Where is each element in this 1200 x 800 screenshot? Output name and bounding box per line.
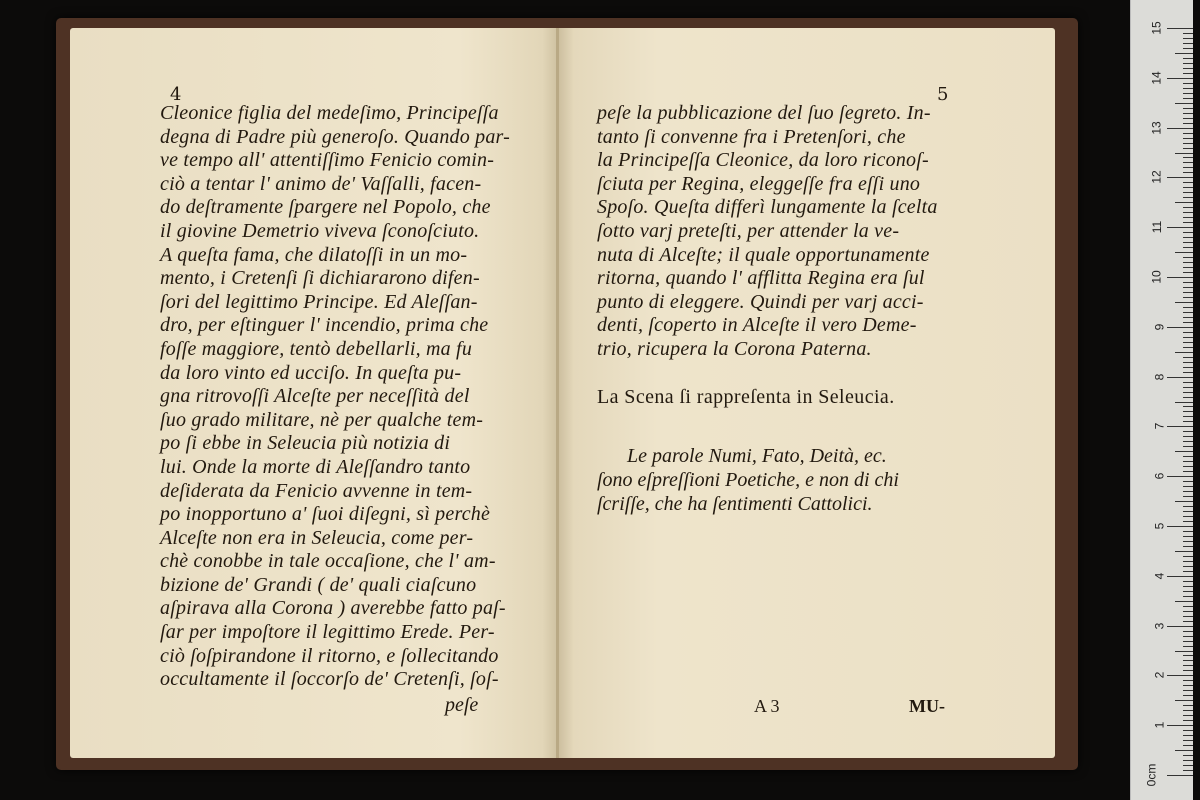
ruler-number: 6 xyxy=(1152,472,1167,480)
ruler-tick xyxy=(1183,431,1193,432)
text-line: bizione de' Grandi ( de' quali ciaſcuno xyxy=(160,573,477,596)
ruler-number: 9 xyxy=(1152,323,1167,331)
ruler-tick xyxy=(1183,262,1193,263)
ruler-tick xyxy=(1183,197,1193,198)
ruler-tick xyxy=(1183,611,1193,612)
ruler-tick xyxy=(1183,207,1193,208)
text-line: peſe la pubblicazione del ſuo ſegreto. In- xyxy=(597,102,931,124)
ruler-number: 13 xyxy=(1149,120,1164,135)
ruler-tick xyxy=(1183,257,1193,258)
ruler-tick xyxy=(1167,377,1193,378)
ruler-tick xyxy=(1183,148,1193,149)
ruler-tick xyxy=(1183,157,1193,158)
ruler-tick xyxy=(1175,252,1193,253)
ruler-tick xyxy=(1183,242,1193,243)
ruler-tick xyxy=(1183,83,1193,84)
ruler-tick xyxy=(1183,118,1193,119)
ruler-tick xyxy=(1183,347,1193,348)
ruler-tick xyxy=(1183,561,1193,562)
ruler-tick xyxy=(1183,491,1193,492)
ruler-tick xyxy=(1183,710,1193,711)
right-page xyxy=(559,28,1055,758)
ruler-tick xyxy=(1183,695,1193,696)
ruler-tick xyxy=(1183,272,1193,273)
text-line: ſotto varj preteſti, per attender la ve- xyxy=(597,219,900,242)
ruler-tick xyxy=(1175,501,1193,502)
ruler-tick xyxy=(1183,192,1193,193)
text-line: Cleonice figlia del medeſimo, Principeſſa xyxy=(160,102,499,124)
ruler-tick xyxy=(1167,277,1193,278)
ruler-tick xyxy=(1183,43,1193,44)
page-number-right: 5 xyxy=(937,84,949,105)
ruler-tick xyxy=(1183,362,1193,363)
ruler-tick xyxy=(1175,700,1193,701)
text-line: lui. Onde la morte di Aleſſandro tanto xyxy=(160,455,471,478)
ruler-tick xyxy=(1183,88,1193,89)
ruler-number: 2 xyxy=(1152,672,1167,679)
text-line: denti, ſcoperto in Alceſte il vero Deme- xyxy=(597,314,917,337)
ruler-tick xyxy=(1183,217,1193,218)
ruler-tick xyxy=(1183,317,1193,318)
ruler-tick xyxy=(1175,53,1193,54)
ruler-tick xyxy=(1175,750,1193,751)
text-line: il giovine Demetrio viveva ſconoſciuto. xyxy=(160,219,480,242)
ruler-tick xyxy=(1183,187,1193,188)
ruler-tick xyxy=(1183,596,1193,597)
ruler-tick xyxy=(1183,471,1193,472)
text-line: aſpirava alla Corona ) averebbe fatto paſ- xyxy=(160,597,506,620)
book xyxy=(56,18,1078,770)
ruler-tick xyxy=(1183,571,1193,572)
ruler-tick xyxy=(1183,73,1193,74)
ruler-tick xyxy=(1183,38,1193,39)
ruler-tick xyxy=(1183,322,1193,323)
ruler-tick xyxy=(1183,421,1193,422)
ruler-tick xyxy=(1183,436,1193,437)
ruler-tick xyxy=(1183,392,1193,393)
text-line: foſſe maggiore, tentò debellarli, ma fu xyxy=(160,337,473,360)
ruler-tick xyxy=(1183,357,1193,358)
ruler-tick xyxy=(1183,521,1193,522)
ruler-tick xyxy=(1183,113,1193,114)
ruler-tick xyxy=(1167,327,1193,328)
catchword-right: MU- xyxy=(909,696,945,716)
text-line: po ſi ebbe in Seleucia più notizia di xyxy=(160,432,451,455)
text-line: dro, per eſtinguer l' incendio, prima che xyxy=(160,314,489,337)
catchword-left: peſe xyxy=(445,694,479,716)
ruler-tick xyxy=(1183,606,1193,607)
ruler-tick xyxy=(1183,745,1193,746)
ruler-tick xyxy=(1183,740,1193,741)
ruler-tick xyxy=(1183,730,1193,731)
ruler-tick xyxy=(1183,382,1193,383)
ruler-tick xyxy=(1183,715,1193,716)
ruler-tick xyxy=(1183,48,1193,49)
ruler-tick xyxy=(1183,541,1193,542)
ruler-number: 14 xyxy=(1149,71,1164,85)
page-number-left: 4 xyxy=(170,84,182,105)
ruler-tick xyxy=(1183,98,1193,99)
ruler-tick xyxy=(1183,342,1193,343)
text-line: trio, ricupera la Corona Paterna. xyxy=(597,337,872,360)
ruler-tick xyxy=(1183,367,1193,368)
ruler-tick xyxy=(1175,202,1193,203)
ruler-tick xyxy=(1183,770,1193,771)
ruler-number: 7 xyxy=(1152,423,1167,430)
left-page-text xyxy=(160,102,510,692)
ruler-tick xyxy=(1183,397,1193,398)
ruler-tick xyxy=(1183,441,1193,442)
ruler-number: 3 xyxy=(1152,622,1167,629)
signature-mark: A 3 xyxy=(754,696,780,716)
text-line: chè conobbe in tale occaſione, che l' am- xyxy=(160,550,496,573)
ruler-tick xyxy=(1183,765,1193,766)
text-line: ſori del legittimo Principe. Ed Aleſſan- xyxy=(160,290,478,313)
ruler-tick xyxy=(1183,247,1193,248)
ruler-tick xyxy=(1183,670,1193,671)
ruler-tick xyxy=(1183,332,1193,333)
text-line: ſuo grado militare, nè per qualche tem- xyxy=(160,408,484,431)
ruler-tick xyxy=(1183,466,1193,467)
text-line: nuta di Alceſte; il quale opportunamente xyxy=(597,243,930,266)
ruler-tick xyxy=(1183,636,1193,637)
ruler-number: 10 xyxy=(1149,270,1164,284)
ruler-tick xyxy=(1183,481,1193,482)
ruler-tick xyxy=(1183,63,1193,64)
text-line: ritorna, quando l' afflitta Regina era ſul xyxy=(597,267,925,290)
ruler-tick xyxy=(1183,690,1193,691)
measurement-ruler xyxy=(1130,0,1193,800)
ruler-tick xyxy=(1167,128,1193,129)
ruler-number: 8 xyxy=(1152,373,1167,380)
ruler-tick xyxy=(1175,402,1193,403)
text-line: punto di eleggere. Quindi per varj acci- xyxy=(597,290,924,313)
ruler-tick xyxy=(1183,496,1193,497)
ruler-tick xyxy=(1183,591,1193,592)
text-line: da loro vinto ed ucciſo. In queſta pu- xyxy=(160,361,462,384)
ruler-number: 15 xyxy=(1149,21,1164,35)
ruler-tick xyxy=(1183,446,1193,447)
ruler-tick xyxy=(1167,78,1193,79)
ruler-tick xyxy=(1183,232,1193,233)
ruler-tick xyxy=(1183,337,1193,338)
ruler-tick xyxy=(1183,212,1193,213)
ruler-tick xyxy=(1183,511,1193,512)
ruler-tick xyxy=(1183,755,1193,756)
text-line: A queſta fama, che dilatoſſi in un mo- xyxy=(160,243,468,266)
ruler-tick xyxy=(1167,177,1193,178)
ruler-tick xyxy=(1167,725,1193,726)
ruler-tick xyxy=(1183,312,1193,313)
ruler-tick xyxy=(1183,138,1193,139)
text-line: Le parole Numi, Fato, Deità, ec. xyxy=(597,445,887,467)
ruler-number: 12 xyxy=(1149,170,1164,185)
text-line: do deſtramente ſpargere nel Popolo, che xyxy=(160,196,491,219)
ruler-tick xyxy=(1167,626,1193,627)
ruler-tick xyxy=(1183,411,1193,412)
ruler-tick xyxy=(1183,655,1193,656)
text-line: la Principeſſa Cleonice, da loro riconoſ- xyxy=(597,149,929,172)
ruler-tick xyxy=(1183,685,1193,686)
text-line: mento, i Cretenſi ſi dichiararono difen- xyxy=(160,267,480,290)
ruler-tick xyxy=(1183,33,1193,34)
ruler-number: 1 xyxy=(1152,721,1167,729)
ruler-tick xyxy=(1183,222,1193,223)
scene-heading: La Scena ſi rappreſenta in Seleucia. xyxy=(597,386,895,408)
ruler-tick xyxy=(1183,486,1193,487)
text-line: degna di Padre più generoſo. Quando par- xyxy=(160,125,510,148)
ruler-tick xyxy=(1183,93,1193,94)
ruler-tick xyxy=(1175,451,1193,452)
left-page xyxy=(70,28,557,758)
ruler-tick xyxy=(1183,616,1193,617)
text-line: ſciuta per Regina, eleggeſſe fra eſſi uno xyxy=(597,172,921,195)
ruler-tick xyxy=(1175,651,1193,652)
ruler-number: 4 xyxy=(1152,572,1167,580)
text-line: deſiderata da Fenicio avvenne in tem- xyxy=(160,479,473,502)
ruler-tick xyxy=(1183,705,1193,706)
ruler-tick xyxy=(1183,461,1193,462)
ruler-tick xyxy=(1183,162,1193,163)
text-line: occultamente il ſoccorſo de' Cretenſi, ſoſ- xyxy=(160,668,499,691)
ruler-tick xyxy=(1175,352,1193,353)
ruler-tick xyxy=(1167,526,1193,527)
ruler-tick xyxy=(1183,586,1193,587)
ruler-tick xyxy=(1183,536,1193,537)
ruler-tick xyxy=(1183,646,1193,647)
ruler-tick xyxy=(1167,675,1193,676)
ruler-tick xyxy=(1183,531,1193,532)
ruler-number: 11 xyxy=(1149,220,1164,234)
ruler-tick xyxy=(1183,58,1193,59)
ruler-tick xyxy=(1183,760,1193,761)
ruler-tick xyxy=(1183,133,1193,134)
ruler-tick xyxy=(1183,546,1193,547)
ruler-tick xyxy=(1167,28,1193,29)
ruler-tick xyxy=(1183,660,1193,661)
ruler-tick xyxy=(1183,297,1193,298)
ruler-tick xyxy=(1183,680,1193,681)
ruler-tick xyxy=(1183,556,1193,557)
ruler-tick xyxy=(1183,182,1193,183)
ruler-tick xyxy=(1167,775,1193,776)
ruler-tick xyxy=(1183,287,1193,288)
ruler-tick xyxy=(1175,601,1193,602)
ruler-tick xyxy=(1183,665,1193,666)
ruler-tick xyxy=(1183,566,1193,567)
ruler-tick xyxy=(1183,387,1193,388)
ruler-tick xyxy=(1183,621,1193,622)
text-line: ſono eſpreſſioni Poetiche, e non di chi xyxy=(597,469,899,491)
ruler-tick xyxy=(1183,172,1193,173)
ruler-tick xyxy=(1167,476,1193,477)
ruler-tick xyxy=(1183,581,1193,582)
ruler-tick xyxy=(1183,143,1193,144)
ruler-tick xyxy=(1175,551,1193,552)
disclaimer-note xyxy=(597,444,899,516)
text-line: ve tempo all' attentiſſimo Fenicio comin- xyxy=(160,149,495,172)
text-line: po inopportuno a' ſuoi diſegni, sì perchè xyxy=(160,503,491,526)
ruler-tick xyxy=(1183,641,1193,642)
text-line: ſar per impoſtore il legittimo Erede. Per- xyxy=(160,621,495,644)
right-page-text xyxy=(597,102,938,362)
ruler-tick xyxy=(1183,631,1193,632)
ruler-tick xyxy=(1183,237,1193,238)
ruler-tick xyxy=(1183,516,1193,517)
ruler-tick xyxy=(1183,282,1193,283)
ruler-tick xyxy=(1175,103,1193,104)
ruler-tick xyxy=(1183,372,1193,373)
ruler-number: 0cm xyxy=(1144,763,1159,787)
text-line: ciò ſoſpirandone il ritorno, e ſollecitando xyxy=(160,644,499,667)
text-line: tanto ſi convenne fra i Pretenſori, che xyxy=(597,125,906,148)
ruler-tick xyxy=(1183,406,1193,407)
ruler-tick xyxy=(1175,153,1193,154)
ruler-number: 5 xyxy=(1152,522,1167,530)
ruler-tick xyxy=(1167,426,1193,427)
text-line: ſcriſſe, che ha ſentimenti Cattolici. xyxy=(597,493,873,515)
ruler-tick xyxy=(1183,307,1193,308)
ruler-tick xyxy=(1183,68,1193,69)
text-line: gna ritrovoſſi Alceſte per neceſſità del xyxy=(160,385,470,408)
ruler-tick xyxy=(1183,292,1193,293)
ruler-tick xyxy=(1167,227,1193,228)
ruler-tick xyxy=(1183,167,1193,168)
ruler-tick xyxy=(1183,108,1193,109)
ruler-tick xyxy=(1175,302,1193,303)
ruler-tick xyxy=(1183,123,1193,124)
ruler-tick xyxy=(1183,456,1193,457)
ruler-tick xyxy=(1183,735,1193,736)
text-line: Spoſo. Queſta differì lungamente la ſcelta xyxy=(597,196,938,219)
ruler-tick xyxy=(1183,416,1193,417)
text-line: ciò a tentar l' animo de' Vaſſalli, facen- xyxy=(160,172,482,195)
ruler-tick xyxy=(1183,720,1193,721)
ruler-tick xyxy=(1183,267,1193,268)
text-line: Alceſte non era in Seleucia, come per- xyxy=(160,526,474,549)
ruler-tick xyxy=(1167,576,1193,577)
ruler-tick xyxy=(1183,506,1193,507)
